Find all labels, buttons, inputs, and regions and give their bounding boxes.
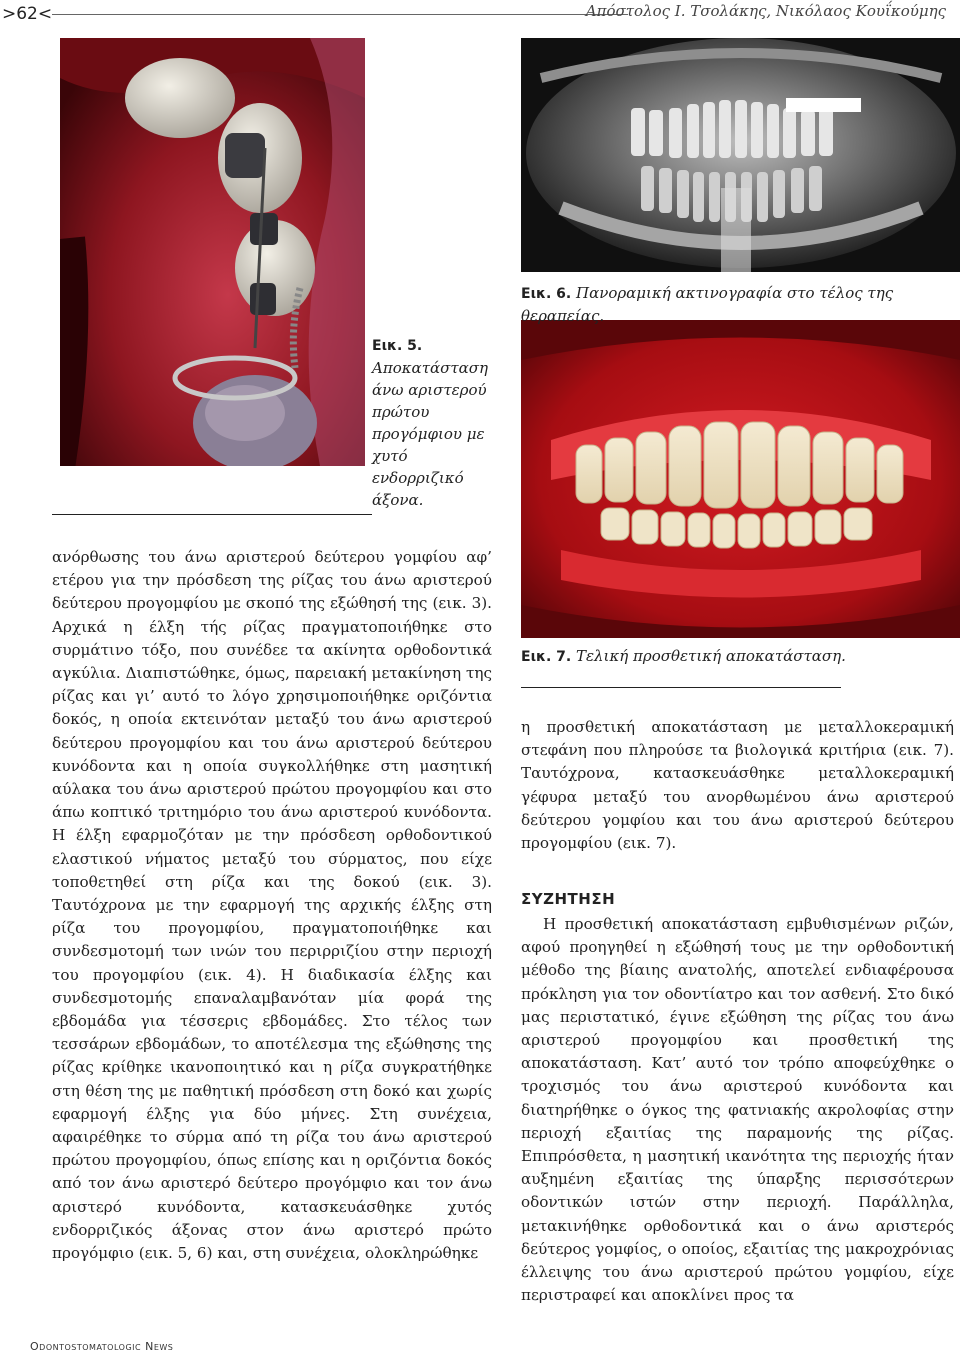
figure-5-label: Εικ. 5. bbox=[372, 338, 423, 354]
right-column-text-top: η προσθετική αποκατάσταση με μεταλλοκεραμική στεφάνη που πληρούσε τα βιολογικά κριτήρια (εικ. 7). Ταυτόχρονα, κατασκευάσθηκε μεταλλοκεραμική γέφυρα μεταξύ του ανορθωμένου άνω αριστερού δεύτερου γομφίου και του άνω αριστερού δεύτερου προγομφίου (εικ. 7). bbox=[521, 718, 954, 853]
left-column-separator bbox=[52, 514, 372, 515]
running-head: Απόστολος Ι. Τσολάκης, Νικόλαος Κουΐκούμης bbox=[585, 2, 946, 20]
figure-6-xray bbox=[521, 38, 960, 272]
figure-6-label: Εικ. 6. bbox=[521, 286, 572, 302]
left-column-text: ανόρθωσης του άνω αριστερού δεύτερου γομφίου αφ’ ετέρου για την πρόσδεση της ρίζας του άνω αριστερού δεύτερου προγομφίου με σκοπό της εξώθησή της (εικ. 3). Αρχικά η έλξη τής ρίζας πραγματοποιήθηκε στο συρμάτινο τόξο, που συνέδεε τα ακίνητα ορθοδοντικά αγκύλια. Διαπιστώθηκε, όμως, παρειακή μετακίνηση της ρίζας και γι’ αυτό το λόγο χρησιμοποιήθηκε οριζόντια δοκός, η οποία εκτεινόταν μεταξύ του άνω αριστερού δεύτερου προγομφίου και του άνω αριστερού δεύτερου κυνόδοντα και η οποία συγκολλήθηκε στη μασητική αύλακα του άνω αριστερού πρώτου προγομφίου και στο άπω κοπτικό τριτημόριο του άνω αριστερού κυνόδοντα. Η έλξη εφαρμοζόταν με την πρόσδεση ορθοδοντικού ελαστικού νήματος μεταξύ του σύρματος, που είχε τοποθετηθεί στη ρίζα και της δοκού (εικ. 3). Ταυτόχρονα με την εφαρμογή της αρχικής έλξης στη ρίζα του προγομφίου, πραγματοποιήθηκε και συνδεσμοτομή των ινών του περιρριζίου στην περιοχή του προγομφίου (εικ. 4). Η διαδικασία έλξης και συνδεσμοτομής επαναλαμβανόταν μία φορά της εβδομάδα για τέσσερις εβδομάδες. Στο τέλος των τεσσάρων εβδομάδων, το αποτέλεσμα της εξώθησης της ρίζας κρίθηκε ικανοποιητικό και η ρίζα συγκρατήθηκε στη θέση της με παθητική πρόσδεση στη δοκό και χωρίς εφαρμογή έλξης για δύο μήνες. Στη συνέχεια, αφαιρέθηκε το σύρμα από τη ρίζα του άνω αριστερού πρώτου προγομφίου, όπως επίσης και η οριζόντια δοκός από τον άνω αριστερό δεύτερο προγόμφιο και τον άνω αριστερό κυνόδοντα, κατασκευάσθηκε χυτός ενδορριζικός άξονας στον άνω αριστερό πρώτο προγόμφιο (εικ. 5, 6) και, στη συνέχεια, ολοκληρώθηκε bbox=[52, 548, 492, 1263]
figure-7-label: Εικ. 7. bbox=[521, 649, 572, 665]
right-column-text-bottom: Η προσθετική αποκατάσταση εμβυθισμένων ριζών, αφού προηγηθεί η εξώθησή τους με την ορθοδοντική μέθοδο της βίαιης ανατολής, αποτελεί ενδιαφέρουσα πρόκληση για τον οδοντίατρο και τον ασθενή. Στο δικό μας περιστατικό, έγινε εξώθηση της ρίζας του άνω αριστερού προγομφίου και προσθετική της αποκατάσταση. Κατ’ αυτό τον τρόπο αποφεύχθηκε ο τροχισμός του άνω αριστερού κυνόδοντα και διατηρήθηκε ο όγκος της φατνιακής ακρολοφίας στην περιοχή εξαιτίας της παραμονής της ρίζας. Επιπρόσθετα, η μασητική ικανότητα της περιοχής ήταν αυξημένη εξαιτίας της ύπαρξης περισσότερων οδοντικών ιστών στην περιοχή. Παράλληλα, μετακινήθηκε ορθοδοντικά και ο άνω αριστερός δεύτερος γομφίος, ο οποίος, εξαιτίας της μακροχρόνιας έλλειψης του άνω αριστερού πρώτου γομφίου, είχε περιστραφεί και αποκλίνει προς τα bbox=[521, 915, 954, 1305]
figure-7-text: Τελική προσθετική αποκατάσταση. bbox=[576, 647, 846, 665]
header-rule bbox=[52, 14, 628, 15]
journal-footer: Odontostomatologic News bbox=[30, 1340, 174, 1353]
section-heading-discussion: ΣΥΖΗΤΗΣΗ bbox=[521, 890, 616, 908]
figure-7-caption bbox=[521, 645, 960, 668]
figure-5-photo bbox=[60, 38, 365, 466]
figure-6-caption bbox=[521, 282, 960, 327]
figure-5-text: Αποκατάσταση άνω αριστερού πρώτου προγόμφιου με χυτό ενδορριζικό άξονα. bbox=[372, 359, 489, 509]
figure-7-photo bbox=[521, 320, 960, 638]
figure-5-caption bbox=[372, 334, 492, 511]
figure-6-text: Πανοραμική ακτινογραφία στο τέλος της θεραπείας. bbox=[521, 284, 894, 325]
page-number: >62< bbox=[2, 4, 53, 24]
right-column-separator bbox=[521, 687, 841, 688]
